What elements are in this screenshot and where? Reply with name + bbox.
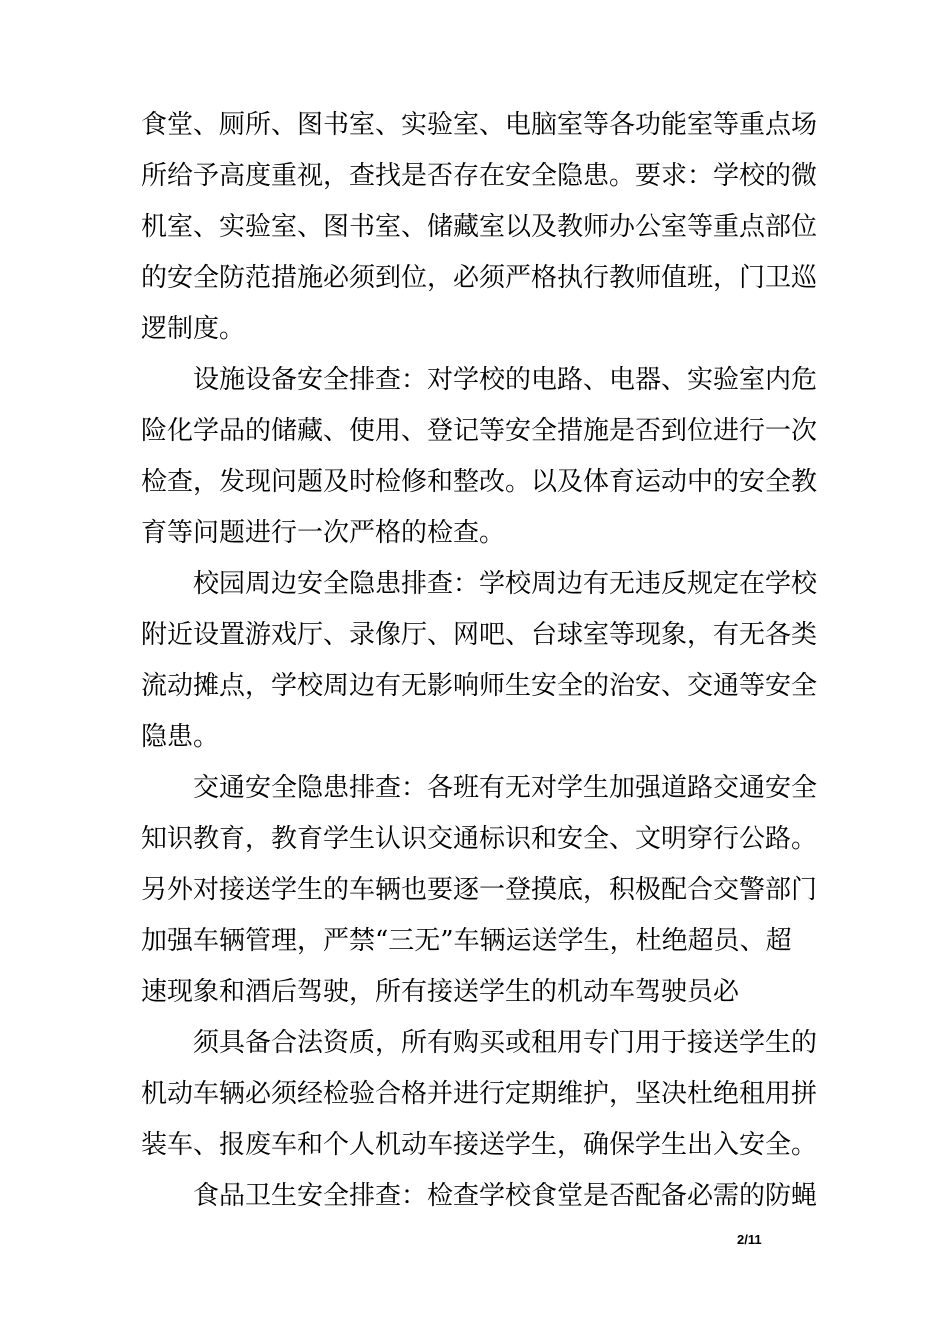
paragraph-first-line: 食品卫生安全排查：检查学校食堂是否配备必需的防蝇 <box>193 1181 818 1211</box>
text-line: 另外对接送学生的车辆也要逐一登摸底，积极配合交警部门 <box>141 875 818 905</box>
text-line: 装车、报废车和个人机动车接送学生，确保学生出入安全。 <box>141 1130 818 1160</box>
text-line: 机室、实验室、图书室、储藏室以及教师办公室等重点部位 <box>141 212 818 242</box>
paragraph-first-line: 设施设备安全排查：对学校的电路、电器、实验室内危 <box>193 365 818 395</box>
text-line: 检查，发现问题及时检修和整改。以及体育运动中的安全教 <box>141 467 818 497</box>
text-line: 附近设置游戏厅、录像厅、网吧、台球室等现象，有无各类 <box>141 620 818 650</box>
text-line: 隐患。 <box>141 722 220 752</box>
text-line: 流动摊点，学校周边有无影响师生安全的治安、交通等安全 <box>141 671 818 701</box>
paragraph-first-line: 交通安全隐患排查：各班有无对学生加强道路交通安全 <box>193 773 818 803</box>
text-line: 知识教育，教育学生认识交通标识和安全、文明穿行公路。 <box>141 824 818 854</box>
paragraph-first-line: 须具备合法资质，所有购买或租用专门用于接送学生的 <box>193 1028 818 1058</box>
text-line: 速现象和酒后驾驶，所有接送学生的机动车驾驶员必 <box>141 977 740 1007</box>
paragraph-first-line: 校园周边安全隐患排查：学校周边有无违反规定在学校 <box>193 569 818 599</box>
text-line: 逻制度。 <box>141 314 246 344</box>
text-line: 所给予高度重视，查找是否存在安全隐患。要求：学校的微 <box>141 161 818 191</box>
text-line: 机动车辆必须经检验合格并进行定期维护，坚决杜绝租用拼 <box>141 1079 818 1109</box>
text-line: 险化学品的储藏、使用、登记等安全措施是否到位进行一次 <box>141 416 818 446</box>
text-line: 的安全防范措施必须到位，必须严格执行教师值班，门卫巡 <box>141 263 818 293</box>
page-number: 2/11 <box>737 1232 762 1247</box>
text-line: 育等问题进行一次严格的检查。 <box>141 518 506 548</box>
text-line: 加强车辆管理，严禁“三无”车辆运送学生，杜绝超员、超 <box>141 926 792 956</box>
body-text <box>141 100 818 1222</box>
text-line: 食堂、厕所、图书室、实验室、电脑室等各功能室等重点场 <box>141 110 818 140</box>
